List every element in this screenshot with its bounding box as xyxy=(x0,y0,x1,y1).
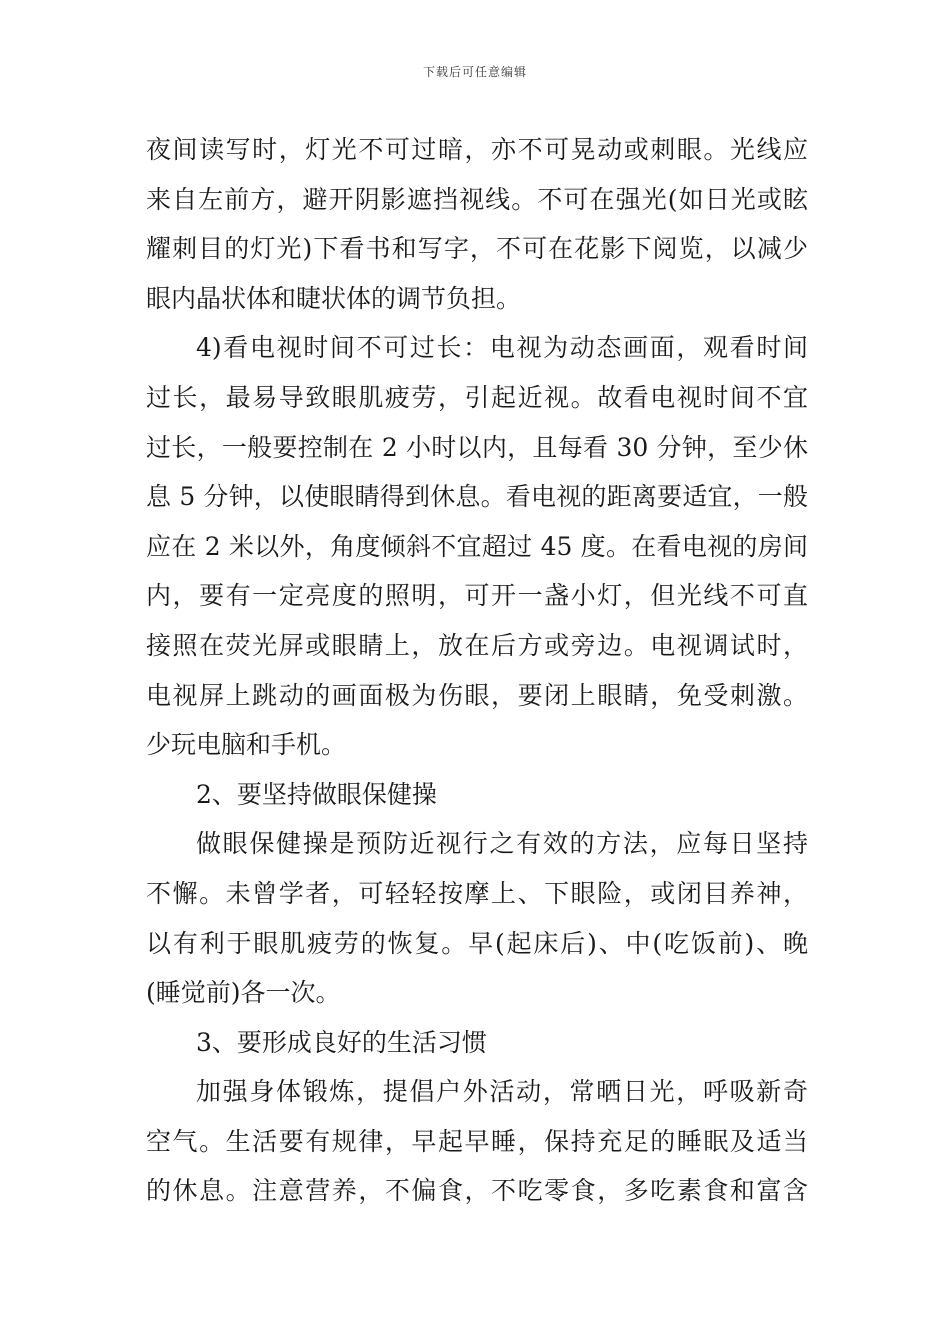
text-line: 接照在荧光屏或眼睛上，放在后方或旁边。电视调试时， xyxy=(146,630,808,660)
text-line: 少玩电脑和手机。 xyxy=(146,730,347,760)
text-line: 2、要坚持做眼保健操 xyxy=(196,779,437,809)
text-line: 空气。生活要有规律，早起早睡，保持充足的睡眠及适当 xyxy=(146,1126,808,1156)
text-line: 过长，一般要控制在 2 小时以内，且每看 30 分钟，至少休 xyxy=(146,432,808,462)
document-body xyxy=(146,125,808,1216)
text-line: 不懈。未曾学者，可轻轻按摩上、下眼险，或闭目养神， xyxy=(146,878,808,908)
text-line: 以有利于眼肌疲劳的恢复。早(起床后)、中(吃饭前)、晚 xyxy=(146,928,808,958)
text-line: 电视屏上跳动的画面极为伤眼，要闭上眼睛，免受刺激。 xyxy=(146,680,808,710)
page-header-note: 下载后可任意编辑 xyxy=(422,65,527,79)
text-line: 眼内晶状体和睫状体的调节负担。 xyxy=(146,283,522,313)
text-line: 3、要形成良好的生活习惯 xyxy=(196,1027,487,1057)
text-line: 耀刺目的灯光)下看书和写字，不可在花影下阅览，以减少 xyxy=(146,234,808,264)
text-line: 内，要有一定亮度的照明，可开一盏小灯，但光线不可直 xyxy=(146,581,808,611)
text-line: 加强身体锻炼，提倡户外活动，常晒日光，呼吸新奇 xyxy=(196,1077,808,1107)
text-line: 来自左前方，避开阴影遮挡视线。不可在强光(如日光或眩 xyxy=(146,184,808,214)
text-line: 息 5 分钟，以使眼睛得到休息。看电视的距离要适宜，一般 xyxy=(146,482,808,512)
text-line: 应在 2 米以外，角度倾斜不宜超过 45 度。在看电视的房间 xyxy=(146,531,808,561)
text-line: 做眼保健操是预防近视行之有效的方法，应每日坚持 xyxy=(196,829,808,859)
text-line: 过长，最易导致眼肌疲劳，引起近视。故看电视时间不宜 xyxy=(146,382,808,412)
text-line: (睡觉前)各一次。 xyxy=(146,978,341,1008)
text-line: 夜间读写时，灯光不可过暗，亦不可晃动或刺眼。光线应 xyxy=(146,135,808,164)
text-line: 4)看电视时间不可过长：电视为动态画面，观看时间 xyxy=(196,333,808,363)
text-line: 的休息。注意营养，不偏食，不吃零食，多吃素食和富含 xyxy=(146,1176,808,1206)
